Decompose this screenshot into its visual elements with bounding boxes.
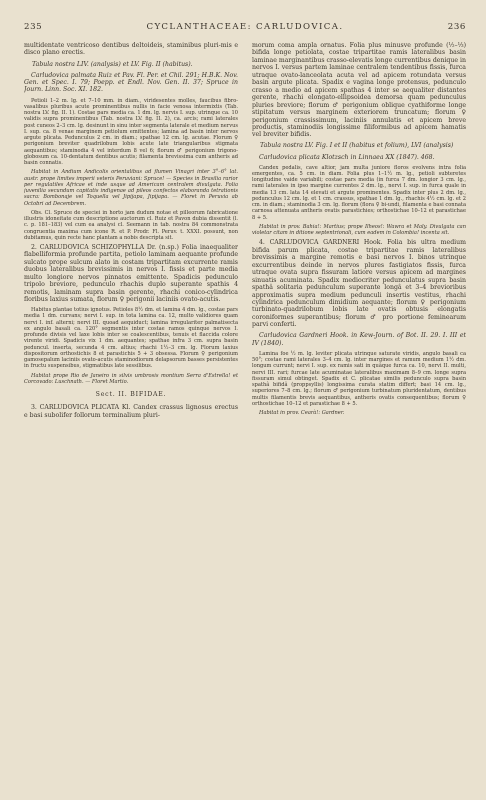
habitat: Habitat in prov. Bahia!: Martius; prope Ilheos!: Wawra et Maly. Divulgata can violetar citam in ditione septentrionali, cum eadem in Colombia! incenta sit. [252,223,466,237]
paragraph: multidentate ventricoso dentibus deltoideis, staminibus pluri-mis e disco plano erectis. [24,42,238,57]
habitat: Habitat in prov. Cearà!: Gardner. [259,410,345,417]
observation: Obs. Cl. Spruce de speciei in horto jam dudum notae et pilleorum fabricatione illustris idoneitate cum descriptione auctorum cl. Ruiz et Pavon dubia dissentit (l. c. p. 181–183) vel cum ea analysi cl. Seemann in tab. nostra 84 commonstrata congruentia maxima cum icone R. et P. Prodr. Fl. Peruv. t. XXXI. possunt, non dubitamus, quin recte hanc plantam a nobis descripta sit. [24,209,238,241]
right-column [252,42,466,786]
habitat: Habitat prope Rio de Janeiro in silvis umbrosis montium Serra d'Estrella! et Corcovado: Luschnath. — Floret Martio. [24,372,238,385]
synonymy: Carludovica Gardneri Hook. in Kew-Journ. of Bot. II. 29. I. III et IV (1840). [252,332,466,347]
table-reference: Tabula nostra LIV. (analysis) et LV. Fig. II (habitus). [32,60,193,68]
text-columns [24,42,466,786]
species-heading: 4. CARLUDOVICA GARDNERI Hook. Folia bis ultra medium bifida parum plicata, costae tripartitae ramis lateralibus brevissimis a margine remotis e basi nervos I. binos utrinque excurrentibus deinde in nervos plures fastigiatos fissis, furca utraque ovata supra fissuram latiore versus apicem ad margines sinuatis acuminata. Spadix mediocriter pedunculatus supra basin spathâ solitaria pedunculum superante longâ et 3–4 brevioribus approximatis supra medium pedunculi insertis vestitus, rhachi cylindrica pedunculum dimidium aequante; florum ♀ perigonium turbinato-quadrilobum lobis late ovatis obtusis elongatis coroniformes superantibus; florum ♂ pro portione feminearum parvi conferti. [252,239,466,329]
species-heading: 2. CARLUDOVICA SCHIZOPHYLLA Dr. (n.sp.) Folia inaequaliter flabelliformia profunde partita, petiolo laminam aequante profunde sulcato prope sulcum alato in costam tripartitam excurrente ramis duobus lateralibus brevissimis in nervos I. fissis et parte media multo longiore nervos pinnatos emittente. Spadicis pedunculo tripolo breviore, pedunculo rhachis duplo superante spathis 4 remotis, laminam supra basin gerente, rhachi conico-cylindrica floribus laxius sumata, florum ♀ perigonii laciniis ovato-acutis. [24,244,238,304]
description: Petioli 1–2 m. lg. et 7–10 mm. in diam., viridesentes molles, faucibus fibro-vasalibus pluribus acute prominentibus nullis in facie venosa intermixtis (Tab. nostra LV. fig. II. 1). Costae pars media ca. 1 dm. lg. nervis I. sup. utrinque ca. 10 validis supra prominentibus (Tab. nostra LV. fig. II. 2), ca. arcis; rami laterales post cuneos 2–3 cm. lg. desinunt in sinu inter segmenta laterale et medium nervus I. sup. ca. 8 venae marginem petiolum emittentes; lamina ad basin inter nervos argute plicata. Pedunculus 2 cm. in diam.; spathae 12 cm. lg. acutae. Florum ♀ perigonium breviter quadrilobum lobis acute late triangularibus stigmata aequantibus; staminodia 4 vel interdum 8 vel 6; florum ♂ perigonium trigono-globosum ca. 10-dentatum dentibus acutis; filamenta brevissima cum antheris ad basin connatis. [24,97,238,166]
table-reference: Tabula nostra LV. Fig. I et II (habitus et folium), LVI (analysis) [260,142,454,150]
synonymy: Carludovica plicata Klotzsch in Linnaea XX (1847). 468. [259,153,435,161]
habitat: Habitat in Andium Andicolis orientalibus ad flumen Vinagri inter 3°–6° lat. austr. prope limites imperii veteris Peruviani: Spruce! — Species in Brasilia rarior per regulatiles Africae et inde usque ad Americam centralem divulgata. Folia juvenilia secundum capitatis indigenae ad pileos confectos elaboranda tetrationis sacra: Bombonaje vel Toquella vel Jipijapa, Jipijapa. — Floret in Peruvia ab Octobri ad Decembrem. [24,169,238,207]
section-heading: Sect. II. BIFIDAE. [95,391,167,399]
left-column [24,42,238,786]
description: Habitus plantae totius ignotus. Petioles 8½ dm. et lamina 4 dm. lg., costae pars media 1 dm. curvans; nervi I. sup. in tota lamina ca. 12, multo validiores quam nervi I. inf. alterni; nervi III. quoad aequiduct; lamina irregulariter palmatisecta ex angulo basali ca. 120° segmentis inter costae ramos quinque nervos I. profunde divisis vel laxe lobis inter se coalescentibus, tenuis et flaccida colore virente viridi. Spadicis vix 1 dm. aequantes; spathae infra 3 cm. supra basin peduncul. inserta, secunda 4 cm. altius; rhachi 1½–3 cm. lg. Florum laxius dispositorum orthostichis 8 et parastichis 5 + 3 obsessa. Florum ♀ perigonium gamosepalum laciniis ovato-acutis staminodiorum delapsorum basses persistentes in fructu suspensibus, stigmatibus late sessilibus. [24,307,238,370]
species-heading: 3. CARLUDOVICA PLICATA Kl. Candex crassus lignosus erectus e basi subolifer follorum terminalium pluri- [24,404,238,419]
paragraph: morum coma ampla ornatus. Folia plus minusve profunde (½–⅓) bifida longe petiolata, costae tripartitae ramis lateralibus basin laminae marginantibus crasso-elevatis longe currentibus denique in nervos I. versus partem laminae centralem tendentibus fissis, furca utraque ovato-lanceolata acuta vel ad apicem rotundata versus basin argute plicata. Spadix e vagina longe protensus, pedunculo crasso a medio ad apicem spathas 4 inter se aequaliter distantes gerente, rhachi elongato-ellipsoidea demorsa quam pedunculus pluries breviore; florum ♂ perigonium oblique cyathiforme longe stipitatum versus marginem exteriorem truncatum; florum ♀ perigonium crassissimum, laciniis annulatis et apicem breve productis, staminodiis longissime filiformibus ad apicem hamatis vel breviter bifidis. [252,42,466,139]
running-title: CYCLANTHACEAE: CARLUDOVICA. [146,22,344,32]
right-page-number: 236 [447,22,466,32]
synonymy: Carludovica palmata Ruiz et Pav. Fl. Per. et Chil. 291; H.B.K. Nov. Gen. et Spec. I. 79; Poepp. et Endl. Nov. Gen. II. 37; Spruce in Journ. Linn. Soc. XI. 182. [24,71,238,94]
page-header [24,22,466,38]
left-page-number: 235 [24,22,43,32]
description: Lamina foe ½ m. lg. leviter plicata utrinque saturate viridis, angulo basali ca 50°; costae rami laterales 3–4 cm. lg. inter margines et ramum medium 1½ dm. longum currunt; nervi I. sup. ex ramis sati in quâque furca ca. 10, nervi II. multi, nervi III. rari; furcae late acuminatae lateralibus maximam 8–9 cm. longe supra fissuram simul obtinget. Spadix et C. plicatae similis pedunculo supra basin spathâ bifidâ (proppsyllis) longissima curata statim differt; basi 14 cm. lg., superiores 7–8 cm. lg.; florum ♂ perigonium turbinatum pluridentatum, dentibus multis filamentis brevis aequantibus, antheris ovatis consequentibus; florum ♀ orthostichae 10–12 et parastichae 8 + 5. [252,350,466,407]
description: Candex pedalis, cave altior, jam multa juniore floros evolvens intra folia emergentes, ca. 5 cm. in diam. Folia plus 1–1½ m. lg., petioli subteretes longitudine vaide variabili; costae pars media (in furca 7 dm. longior 3 cm. lg., rami laterales in ipso margine currentes 2 dm. lg., nervi I. sup. in furca quale in media 13 cm. lata 14 elevati et argute prominentes. Spadix inter plus 2 dm. lg., pedunculus 12 cm. lg. et 1 cm. crassus, spathae 1 dm. lg., rhachis 4½ cm. lg. et 2 cm. in diam.; staminodia 3 cm. lg. florum (flora ♀ bi-undi, filamenta e basi connata carnosa attenuata antheris ovatis parastichies; orthostichae 10–12 et parastichae 8 + 5. [252,164,466,221]
